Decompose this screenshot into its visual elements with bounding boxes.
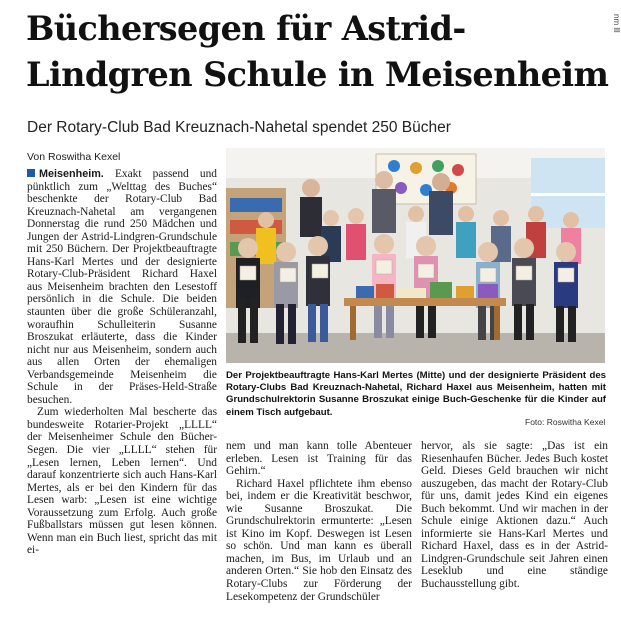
article-photo (226, 148, 605, 363)
dateline-marker-icon (27, 169, 35, 177)
paragraph-4: Richard Haxel pflichtete ihm ebenso bei, indem er die Kreativität beschwor, wie Susanne Broszukat. Die Grundschulrektorin ermunterte: „Lesen ist Kino im Kopf. Deswegen ist Lesen so schön. Und man kann es überall machen, im Bus, im Urlaub und an anderen Orten.“ Sie hob den Einsatz des Rotary-Clubs zur Förderung der Lesekompetenz der Grundschüler (226, 477, 412, 603)
article-column-middle (226, 440, 412, 603)
paragraph-2: Zum wiederholten Mal bescherte das bundesweite Rotarier-Projekt „LLLL“ der Meisenheimer Schule den Bücher-Segen. Die vier „LLLL“ stehen für „Lesen lernen, Leben lernen“. Und darauf konzentrierte sich auch Hans-Karl Mertes, als er bei den Kindern für das Lesen warb: „Lesen ist eine wichtige Voraussetzung zum Erfolg. Auch große Fußballstars müssen gut lesen können. Wenn man ein Buch liest, spricht das mit ei- (27, 406, 217, 557)
article-subheadline: Der Rotary-Club Bad Kreuznach-Nahetal spendet 250 Bücher (27, 119, 451, 136)
edge-strip: nm lll (612, 14, 621, 33)
photo-caption (226, 370, 606, 419)
photo-credit: Foto: Roswitha Kexel (525, 417, 606, 427)
article-byline: Von Roswitha Kexel (27, 151, 121, 163)
article-headline: Büchersegen für Astrid-Lindgren Schule in Meisenheim (26, 9, 609, 94)
article-column-right (421, 440, 608, 591)
paragraph-5: hervor, als sie sagte: „Das ist ein Riesenhaufen Bücher. Jedes Buch kostet Geld. Dieses Geld brauchen wir nicht auszugeben, das macht der Rotary-Club für uns, damit jedes Kind ein eigenes Buch bekommt. Und wir machen in der Schule einige Aktionen dazu.“ Auch informierte sie Hans-Karl Mertes und Richard Haxel, dass es in der Astrid-Lindgren-Grundschule seit Jahren einen Leseklub und eine ständige Buchausstellung gibt. (421, 440, 608, 591)
photo-illustration (226, 148, 605, 363)
paragraph-3: nem und man kann tolle Abenteuer erleben. Lesen ist Training für das Gehirn.“ (226, 440, 412, 478)
photo-caption-text: Der Projektbeauftragte Hans-Karl Mertes (Mitte) und der designierte Präsident des Rotary-Clubs Bad Kreuznach-Nahetal, Richard Haxel aus Meisenheim, hatten mit Grundschulrektorin Susanne Broszukat einige Buch-Geschenke für die Kinder auf einem Tisch aufgebaut. (226, 370, 606, 418)
article-column-left (27, 168, 217, 557)
article-dateline: Meisenheim. (39, 168, 104, 180)
paragraph-1-text: Exakt passend und pünktlich zum „Welttag des Buches“ beschenkte der Rotary-Club Bad Kreuznach-Nahetal am vergangenen Donnerstag die rund 250 Mädchen und Jungen der Astrid-Lindgren-Grundschule mit 250 Büchern. Der Projektbeauftragte Hans-Karl Mertes und der designierte Rotary-Club-Präsident Richard Haxel aus Meisenheim brachten den Lesestoff persönlich in die Schule. Die beiden staunten über die große Schüleranzahl, woraufhin Schulleiterin Susanne Broszukat erläuterte, dass die Kinder nicht nur aus Meisenheim, sondern auch aus allen Orten der ehemaligen Verbandsgemeinde Meisenheim die Schule in der Präses-Held-Straße besuchen. (27, 168, 217, 406)
paragraph-1 (27, 168, 217, 406)
